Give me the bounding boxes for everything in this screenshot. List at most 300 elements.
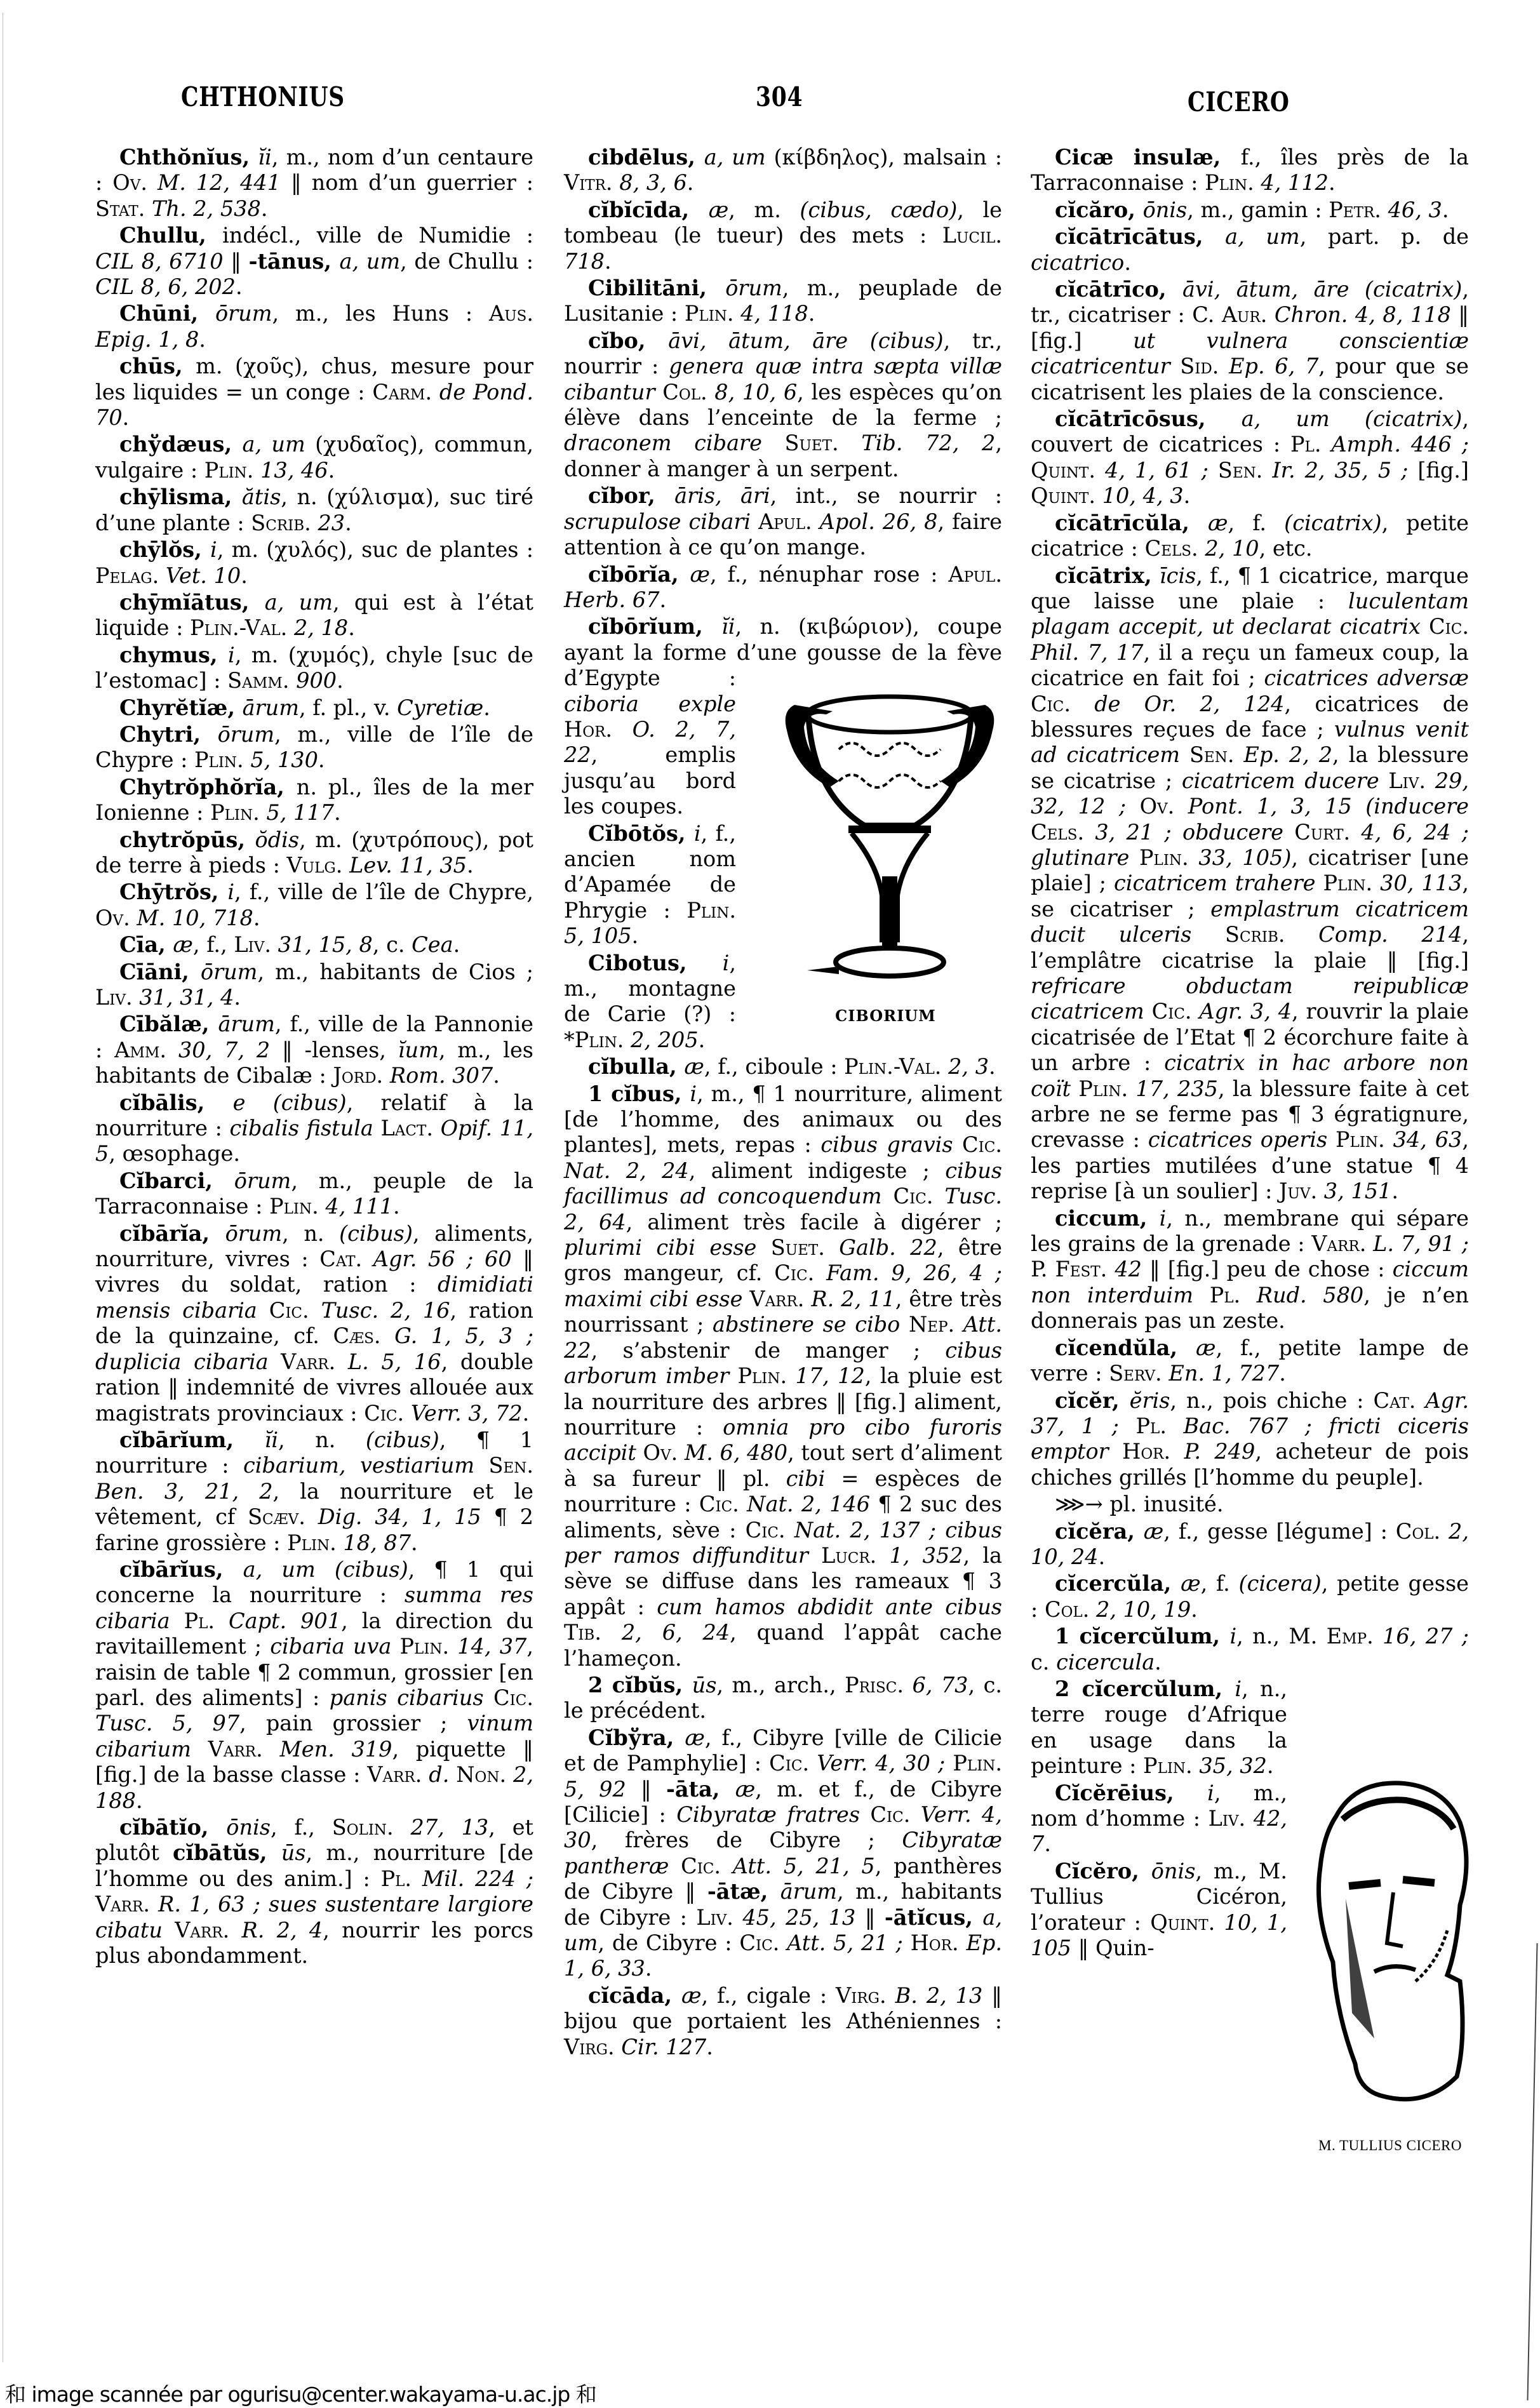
entry-text: . [260, 196, 268, 221]
entry-text: , f., ancien nom d’Apamée de Phrygie : [564, 820, 736, 923]
entry-italic: 31, 31, 4 [139, 985, 234, 1010]
entry-italic: Epig. 1, 8 [95, 326, 199, 352]
dictionary-entry [95, 1012, 533, 1088]
entry-italic: 4, 118 [740, 301, 808, 326]
entry-text: = espèces de nourriture : [564, 1466, 1003, 1517]
entry-text [1170, 354, 1181, 378]
entry-italic: ārum [780, 1879, 838, 1904]
entry-text: , tr., cicatriser : [1031, 277, 1469, 328]
entry-italic: 33, 105) [1198, 845, 1292, 870]
entry-italic: Att. 5, 21, 5 [732, 1853, 875, 1878]
entry-italic: M. 10, 718 [137, 905, 253, 930]
entry-headword: cĭbālis, [119, 1090, 233, 1115]
entry-italic: B. 2, 13 [895, 1983, 983, 2008]
entry-italic: ŏdis [255, 827, 300, 852]
entry-text: . [235, 274, 243, 300]
entry-headword: -tānus, [248, 248, 340, 274]
entry-text: . [453, 932, 460, 958]
entry-text: , m., gamin : [1187, 197, 1329, 222]
author-abbrev: Curt. [1294, 819, 1362, 845]
entry-italic: a, um [264, 589, 333, 615]
entry-text: , et plutôt [95, 1815, 534, 1866]
entry-text: . [686, 170, 694, 196]
entry-text: , n., membrane qui sépare les grains de la grenade : [1031, 1205, 1469, 1257]
entry-italic: 2, 188 [95, 1762, 533, 1813]
entry-text: , f., cigale : [701, 1983, 836, 2008]
entry-italic: vulnus venit ad cicatricem [1031, 716, 1469, 768]
entry-italic: panis cibarius [329, 1685, 484, 1710]
entry-text: , couvert de cicatrices : [1031, 406, 1469, 457]
entry-text [882, 1184, 894, 1208]
entry-headword: Cĭbўra, [588, 1725, 685, 1750]
entry-text: , f., Cibyre [ville de Cilicie et de Pamphylie] : [564, 1725, 1002, 1776]
entry-italic: cicercula [1056, 1649, 1155, 1675]
entry-text: , de Chullu : [400, 248, 533, 274]
entry-text [269, 1349, 281, 1374]
entry-headword: Cibotus, [588, 950, 723, 975]
entry-italic: ōrum [200, 959, 258, 984]
author-abbrev: Scrib. [251, 510, 318, 535]
entry-text: , n. (κιβώριον), coupe ayant la forme d’une gousse de la fève d’Egypte : [564, 614, 1002, 691]
entry-headword: cĭbārĭus, [119, 1556, 243, 1582]
entry-italic: emplastrum cicatricem ducit ulceris [1031, 896, 1469, 947]
entry-italic: L. 7, 91 ; [1373, 1231, 1469, 1257]
entry-italic: Rud. 580 [1256, 1282, 1364, 1308]
entry-text: , nourrir les porcs plus abondamment. [95, 1917, 533, 1969]
entry-text: . [706, 2034, 713, 2059]
entry-text: . [253, 905, 260, 930]
entry-italic: i [690, 1081, 697, 1106]
entry-italic: ĭum [398, 1037, 439, 1062]
entry-text: , de Cibyre : [598, 1930, 740, 1956]
author-abbrev: Vitr. [564, 170, 620, 196]
entry-text: , emplis jusqu’au bord les coupes. [564, 742, 736, 819]
author-abbrev: Plin. [1078, 1076, 1136, 1101]
entry-text: , se cicatriser ; [1031, 871, 1469, 921]
entry-italic: Ben. 3, 21, 2 [95, 1478, 273, 1504]
entry-text: , m., ville de l’île de Chypre : [95, 721, 533, 773]
author-abbrev: Varr. [749, 1286, 812, 1311]
entry-text [1379, 768, 1389, 793]
entry-italic: L. 5, 16 [347, 1349, 441, 1374]
author-abbrev: Prisc. [845, 1672, 913, 1697]
entry-italic: 34, 63 [1393, 1127, 1463, 1153]
entry-italic: i [227, 880, 235, 905]
dictionary-entry [564, 197, 1002, 274]
entry-text [1071, 1076, 1078, 1101]
entry-text: . [1391, 1179, 1398, 1204]
entry-headword: cĭcātrīcŭla, [1055, 510, 1208, 535]
entry-italic: Cibyratæ fratres [676, 1802, 860, 1827]
entry-italic: 2, 205 [631, 1027, 699, 1052]
entry-italic: cibi [786, 1466, 826, 1491]
entry-italic: ūs [281, 1840, 306, 1866]
entry-headword: chўdæus, [119, 432, 243, 457]
dictionary-entry [95, 223, 533, 300]
entry-text: (κίβδηλος), malsain : [765, 145, 1002, 170]
dictionary-entry [95, 1815, 533, 1969]
entry-text: , c. le précédent. [564, 1672, 1002, 1723]
author-abbrev: Carm. [372, 379, 439, 405]
ciborium-caption: CIBORIUM [835, 1006, 936, 1025]
entry-text: , etc. [1259, 536, 1313, 561]
entry-italic: Nat. 2, 24 [564, 1158, 689, 1183]
entry-text: , cicatriser [une plaie] ; [1031, 845, 1469, 896]
entry-headword: Cĭbōtŏs, [588, 820, 694, 846]
entry-italic: a, um [339, 248, 401, 274]
entry-italic: Ep. 6, 7 [1229, 354, 1319, 379]
entry-text: . [345, 510, 352, 535]
dictionary-entry [95, 827, 533, 879]
entry-italic: abstinere se cibo [712, 1312, 901, 1337]
entry-italic: O. 2, 7, 22 [564, 716, 737, 768]
entry-italic: i [693, 820, 701, 846]
entry-italic: Tusc. 5, 97 [95, 1711, 240, 1736]
entry-italic: a, um (cibus) [243, 1556, 408, 1582]
entry-text: , m., peuple de la Tarraconnaise : [95, 1168, 534, 1219]
entry-headword: 2 cĭbŭs, [588, 1672, 692, 1697]
entry-text: , il a reçu un fameux coup, la cicatrice en fait foi ; [1031, 639, 1469, 691]
entry-italic: En. 1, 727 [1168, 1361, 1280, 1386]
author-abbrev: Hor. [1122, 1439, 1184, 1464]
entry-italic: 42 [1115, 1257, 1142, 1282]
entry-italic: Dig. 34, 1, 15 [318, 1504, 481, 1530]
entry-text: . [199, 326, 206, 352]
entry-italic: Cir. 127 [621, 2034, 707, 2059]
entry-text [729, 1363, 737, 1388]
entry-italic: CIL 8, 6, 202 [95, 274, 236, 300]
entry-italic: Tib. 72, 2 [861, 431, 996, 456]
entry-text [1193, 1283, 1210, 1308]
author-abbrev: Quint. [1031, 457, 1106, 483]
author-abbrev: Plin. [1139, 845, 1199, 870]
entry-italic: ĭi [258, 145, 272, 170]
entry-text: , m., M. Tullius Cicéron, l’orateur : [1031, 1858, 1288, 1935]
entry-headword: cĭcātrix, [1055, 563, 1160, 588]
entry-text: , la blessure faite à cet arbre ne se ferme pas ¶ 3 égratignure, crevasse : [1031, 1076, 1469, 1153]
entry-italic: Amph. 446 ; [1331, 432, 1469, 457]
dictionary-entry [1031, 563, 1469, 1205]
entry-text: , n., pois chiche : [1170, 1388, 1374, 1413]
author-abbrev: C. Aur. [1192, 302, 1275, 328]
entry-text: , n., terre rouge d’Afrique en usage dans la peinture : [1031, 1676, 1287, 1779]
entry-text [953, 1132, 962, 1157]
scan-credit-footer: 和 image scannée par ogurisu@center.wakayama-u.ac.jp 和 [5, 2382, 596, 2407]
entry-text: , petite cicatrice : [1031, 510, 1469, 561]
author-abbrev: Petr. [1329, 197, 1388, 222]
author-abbrev: Col. [1395, 1518, 1449, 1544]
entry-headword: cĭbātŭs, [172, 1840, 281, 1866]
entry-italic: Agr. 3, 4 [1199, 999, 1292, 1024]
dictionary-entry [1031, 1519, 1469, 1570]
entry-italic: a, um (cicatrix) [1241, 406, 1463, 432]
entry-italic: 16, 27 ; [1383, 1624, 1469, 1649]
author-abbrev: Plin. [210, 800, 267, 826]
entry-italic: ōrum [215, 301, 272, 326]
entry-italic: cibus facillimus ad concoquendum [564, 1158, 1002, 1209]
entry-text: . [337, 668, 344, 693]
entry-italic: a, um [704, 145, 766, 170]
entry-italic: (cicatrix) [1284, 510, 1382, 535]
dictionary-entry [95, 485, 533, 536]
entry-italic: æ [685, 1725, 705, 1750]
entry-text: . [241, 563, 248, 588]
entry-text: . [522, 1400, 530, 1426]
author-abbrev: Cic. [774, 1261, 827, 1286]
author-abbrev: Cic. [870, 1802, 921, 1827]
entry-italic: Mil. 224 ; [422, 1866, 534, 1891]
entry-italic: i [722, 950, 730, 975]
entry-italic: 13, 46 [260, 457, 328, 483]
entry-text [1327, 1127, 1336, 1152]
dictionary-entry [1031, 406, 1469, 509]
author-abbrev: Sen. [488, 1453, 533, 1478]
dictionary-entry [95, 354, 533, 431]
entry-italic: cicatrices adversæ [1264, 666, 1469, 691]
entry-italic: R. 2, 11 [811, 1286, 895, 1311]
entry-text: . [604, 248, 612, 274]
ciborium-figure [745, 667, 1002, 1032]
entry-text: . [1044, 1831, 1051, 1857]
entry-italic: (cibus) [339, 1221, 413, 1246]
entry-italic: d. [429, 1762, 457, 1788]
entry-text: indécl., ville de Numidie : [222, 223, 533, 248]
author-abbrev: Cels. [1031, 819, 1095, 845]
entry-text: , f. [1200, 1571, 1239, 1596]
entry-italic: Capt. 901 [229, 1608, 342, 1633]
author-abbrev: Cæs. [333, 1323, 395, 1349]
entry-text: , f., nénuphar rose : [710, 561, 949, 587]
entry-italic: Galb. 22 [839, 1235, 937, 1261]
entry-italic: Att. 5, 21 ; [787, 1930, 911, 1956]
author-abbrev: Plin. [204, 457, 261, 483]
author-abbrev: Varr. [175, 1917, 242, 1943]
entry-text: , m. (χυτρόπους), pot de terre à pieds : [95, 827, 533, 878]
entry-italic: i [1159, 1205, 1167, 1231]
entry-italic: 2, 10, 24 [1031, 1518, 1469, 1569]
entry-italic: 30, 113 [1380, 871, 1463, 896]
entry-text: , piquette ‖ [fig.] de la basse classe : [95, 1736, 533, 1788]
author-abbrev: Pelag. [95, 563, 166, 588]
entry-text: . [318, 747, 325, 773]
author-abbrev: Liv. [696, 1904, 743, 1930]
entry-text: , rouvrir la plaie cicatrisée de l’Etat ¶ 2 écorchure faite à un arbre : [1031, 999, 1469, 1076]
entry-italic: luculentam plagam accepit, ut declarat cicatrix [1031, 588, 1469, 639]
entry-text [1315, 871, 1323, 895]
author-abbrev: Lucil. [942, 223, 1002, 248]
author-abbrev: Plin.-Val. [190, 615, 294, 641]
entry-italic: 18, 87 [343, 1530, 412, 1555]
entry-italic: M. 12, 441 [157, 170, 281, 196]
entry-italic: æ [708, 197, 729, 222]
dictionary-entry [95, 1557, 533, 1814]
entry-text: . [122, 405, 130, 431]
entry-italic: Herb. 67 [564, 587, 660, 612]
entry-text [1144, 999, 1152, 1024]
author-abbrev: Col. [1044, 1596, 1096, 1622]
entry-text: , f. pl., v. [298, 695, 398, 720]
entry-italic: īcis [1159, 563, 1196, 588]
entry-text: . [1098, 1544, 1106, 1569]
entry-italic: R. 1, 63 ; sues sustentare largiore cibatu [95, 1892, 533, 1943]
ciborium-cup-illustration-icon [769, 667, 1010, 997]
entry-italic: Verr. 4, 30 ; [817, 1751, 953, 1776]
entry-italic: ciboria exple [564, 691, 736, 716]
entry-italic: Chron. 4, 8, 118 [1274, 302, 1451, 328]
entry-italic: 3, 151 [1323, 1179, 1392, 1204]
author-abbrev: Virg. [564, 2034, 622, 2059]
entry-text: , m., nom d’un centaure : [95, 145, 533, 196]
entry-italic: æ [690, 561, 710, 587]
author-abbrev: Apul. [948, 561, 1002, 587]
author-abbrev: Pl. [1209, 1282, 1257, 1308]
entry-text: , la nourriture et le vêtement, cf [95, 1478, 533, 1530]
author-abbrev: Sen. [1217, 457, 1273, 483]
entry-italic: ĭi [721, 614, 735, 639]
entry-text: , relatif à la nourriture : [95, 1090, 533, 1141]
entry-italic: ĕris [1129, 1388, 1170, 1413]
entry-text [257, 1298, 269, 1323]
entry-text: ‖ [626, 1776, 667, 1802]
entry-italic: 4, 1, 61 ; [1105, 457, 1218, 483]
dictionary-entry [564, 1081, 1002, 1671]
dictionary-entry [1031, 145, 1469, 196]
entry-headword: Cībălæ, [119, 1012, 218, 1037]
entry-text: . [466, 852, 474, 878]
entry-text: , le tombeau (le tueur) des mets : [564, 197, 1002, 248]
scan-right-edge [1527, 1943, 1537, 2400]
author-abbrev: Varr. [281, 1349, 348, 1374]
entry-italic: 2, 10, 19 [1096, 1596, 1191, 1622]
entry-italic: 10, 4, 3 [1102, 483, 1184, 509]
entry-text: ¶ 2 farine grossière : [95, 1504, 534, 1555]
entry-italic: 8, 10, 6 [714, 379, 798, 405]
author-abbrev: Plin. [1205, 170, 1261, 196]
entry-italic: Opif. 11, 5 [95, 1116, 534, 1167]
entry-text: , m., habitants de Cios ; [257, 959, 533, 984]
dictionary-entry [1031, 1624, 1469, 1675]
entry-text [1180, 742, 1189, 767]
entry-text: , raisin de table ¶ 2 commun, grossier [en parl. des aliments] : [95, 1634, 533, 1710]
dictionary-entry [1031, 511, 1469, 562]
entry-text: ‖ [223, 248, 249, 274]
entry-italic: æ [681, 1983, 702, 2008]
entry-italic: omnia pro cibo furoris accipit [564, 1414, 1002, 1466]
entry-text: . [411, 1530, 418, 1555]
entry-italic: G. 1, 5, 3 ; duplicia cibaria [95, 1323, 533, 1374]
entry-italic: æ [1181, 1571, 1201, 1596]
entry-text [170, 1609, 184, 1633]
entry-headword: Chullu, [119, 223, 223, 248]
entry-text: , n. (χύλισμα), suc tiré d’une plante : [95, 485, 533, 535]
entry-text: ‖ Quin- [1071, 1936, 1155, 1961]
entry-text: ‖ vivres du soldat, ration : [95, 1247, 534, 1297]
dictionary-entry [1031, 1388, 1469, 1491]
author-abbrev: Amm. [114, 1037, 178, 1062]
entry-italic: Pont. 1, 3, 15 (inducere [1188, 794, 1469, 819]
entry-italic: ōrum [217, 721, 275, 747]
entry-italic: M. 6, 480 [684, 1440, 788, 1466]
dictionary-entry [564, 562, 1002, 613]
entry-text [484, 1685, 493, 1710]
entry-headword: Cīāni, [119, 959, 201, 984]
entry-text [900, 1312, 909, 1337]
entry-text: ‖ [fig.] [1031, 302, 1469, 353]
entry-italic: de Pond. 70 [95, 379, 533, 431]
author-abbrev: Varr. [95, 1892, 159, 1917]
entry-headword: Cĭcĕrēius, [1055, 1780, 1208, 1805]
entry-text: , n., [1236, 1624, 1289, 1649]
dictionary-entry [95, 1090, 533, 1167]
entry-headword: chymus, [119, 642, 229, 667]
entry-headword: cĭcātrīcōsus, [1055, 406, 1242, 432]
entry-text: , m. (χυμός), chyle [suc de l’estomac] : [95, 642, 533, 693]
entry-text: , f., ville de la Pannonie : [95, 1012, 533, 1062]
entry-italic: Agr. 56 ; 60 [373, 1247, 512, 1272]
entry-text: , m., ¶ 1 nourriture, aliment [de l’homme, des animaux ou des plantes], mets, repas : [564, 1081, 1003, 1158]
author-abbrev: Suet. [770, 1235, 840, 1261]
entry-italic: 2, 6, 24 [621, 1620, 730, 1645]
author-abbrev: Suet. [784, 431, 862, 456]
entry-text: , qui est à l’état liquide : [95, 589, 533, 641]
entry-text: , m. (χυλός), suc de plantes : [217, 537, 533, 563]
author-abbrev: Liv. [1208, 1806, 1254, 1831]
dictionary-entry [95, 722, 533, 773]
entry-text: m. (χοῦς), chus, mesure pour les liquides = un conge : [95, 354, 534, 405]
entry-headword: cĭbo, [588, 328, 669, 353]
entry-italic: 2, 10 [1205, 536, 1259, 561]
dictionary-entry [564, 1673, 1002, 1724]
entry-headword: cĭcĕra, [1055, 1518, 1144, 1544]
entry-text: . [1124, 250, 1131, 275]
dictionary-entry [95, 880, 533, 931]
author-abbrev: Plin. [1336, 1127, 1393, 1153]
entry-italic: Verr. 3, 72 [410, 1400, 523, 1426]
column-1 [95, 145, 533, 1970]
running-head-right: CICERO [1188, 86, 1290, 117]
entry-headword: Chȳtrŏs, [119, 880, 228, 905]
entry-text: , les espèces qu’on élève dans l’enceinte de la ferme ; [564, 379, 1002, 431]
entry-italic: Ep. 2, 2 [1243, 742, 1333, 768]
entry-text [636, 1440, 643, 1465]
entry-text: . [659, 587, 667, 612]
entry-text: , f., ciboule : [704, 1054, 845, 1080]
entry-headword: 1 cĭbus, [588, 1081, 690, 1106]
entry-italic: Apol. 26, 8 [819, 509, 938, 534]
entry-headword: cĭbōrĭa, [588, 561, 690, 587]
author-abbrev: Plin. [574, 1027, 631, 1052]
entry-text: , s’abstenir de manger ; [591, 1337, 946, 1363]
dictionary-entry [95, 775, 533, 826]
entry-text: , m. et f., de Cibyre [Cilicie] : [564, 1776, 1002, 1827]
entry-italic: ārum [242, 695, 299, 720]
entry-italic: 5, 105 [564, 923, 632, 949]
entry-italic: a, um [242, 432, 305, 457]
entry-headword: Chytrŏphŏrĭa, [119, 774, 297, 799]
entry-text: . [392, 1194, 400, 1219]
entry-headword: cĭbārĭa, [119, 1221, 225, 1246]
author-abbrev: P. Fest. [1031, 1257, 1115, 1282]
entry-headword: cĭbulla, [588, 1054, 685, 1080]
entry-text: , faire attention à ce qu’on mange. [564, 509, 1003, 560]
entry-text: , ration de la quinzaine, cf. [95, 1297, 533, 1349]
entry-text: . [348, 615, 355, 641]
entry-text: , f., [270, 1815, 332, 1840]
author-abbrev: Pl. [184, 1608, 229, 1633]
author-abbrev: Liv. [234, 932, 278, 958]
dictionary-entry [564, 328, 1002, 482]
entry-italic: Nat. 2, 137 ; cibus per ramos diffunditur [564, 1517, 1002, 1568]
